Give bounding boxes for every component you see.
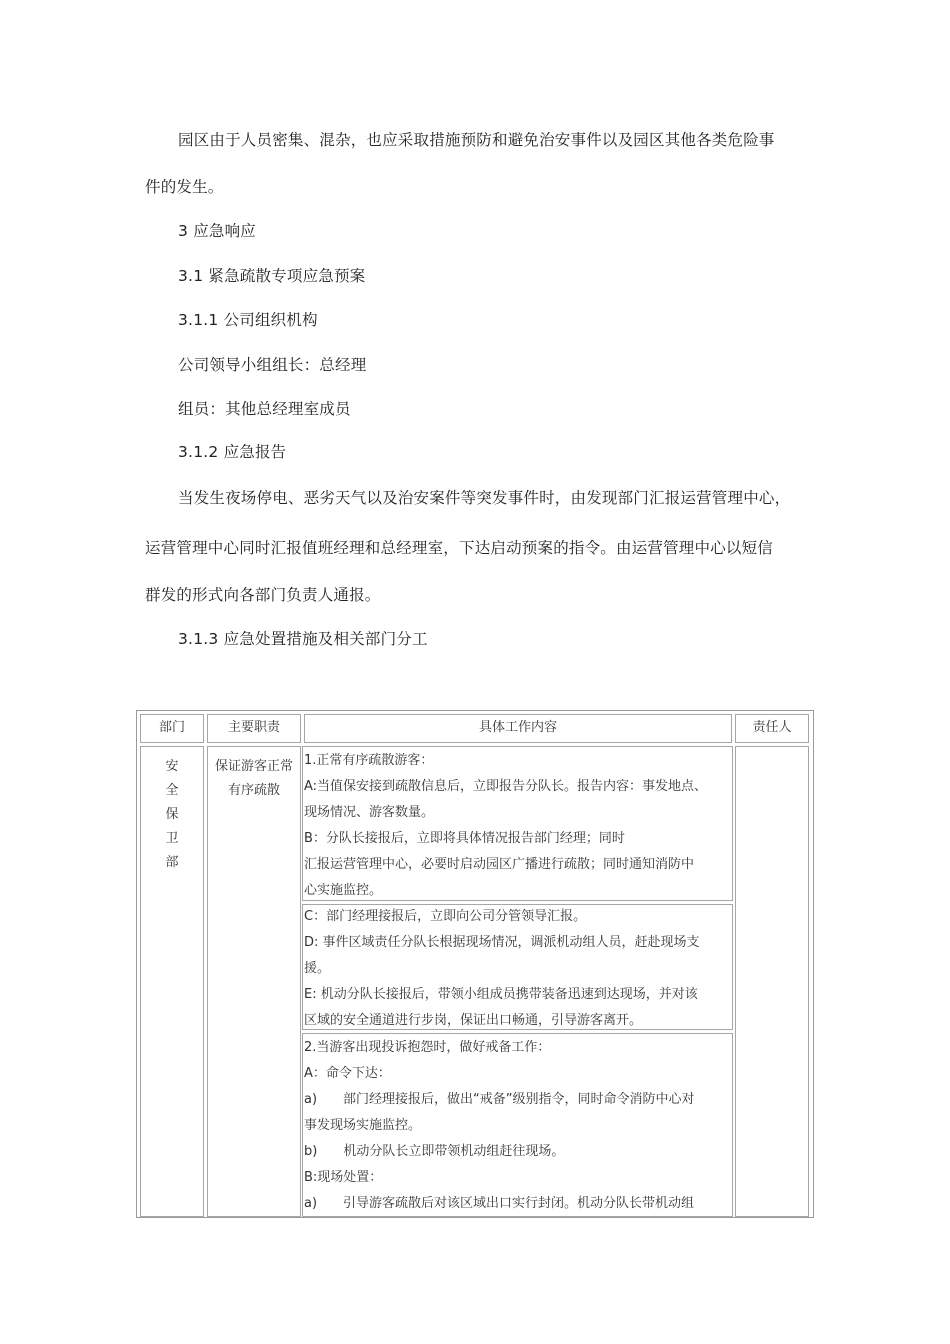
paragraph-line: 当发生夜场停电、恶劣天气以及治安案件等突发事件时，由发现部门汇报运营管理中心，: [178, 489, 791, 507]
header-content: 具体工作内容: [304, 714, 732, 743]
section-heading: 3.1.2 应急报告: [178, 443, 287, 461]
section-heading: 3.1.3 应急处置措施及相关部门分工: [178, 630, 428, 648]
header-duty: 主要职责: [207, 714, 301, 743]
section-heading: 3 应急响应: [178, 222, 256, 240]
content-line: 心实施监控。: [304, 883, 383, 898]
section-heading: 3.1.1 公司组织机构: [178, 311, 318, 329]
duty-cell: [207, 746, 301, 1217]
dept-char: 部: [165, 855, 179, 870]
duty-line: 保证游客正常: [214, 759, 293, 774]
section-heading: 3.1 紧急疏散专项应急预案: [178, 267, 366, 285]
dept-char: 安: [165, 759, 179, 774]
paragraph-line: 公司领导小组组长：总经理: [178, 356, 367, 374]
content-line: 汇报运营管理中心，必要时启动园区广播进行疏散；同时通知消防中: [304, 857, 695, 872]
content-line: A:当值保安接到疏散信息后，立即报告分队长。报告内容：事发地点、: [304, 779, 708, 794]
duty-line: 有序疏散: [227, 783, 280, 798]
paragraph-line: 园区由于人员密集、混杂，也应采取措施预防和避免治安事件以及园区其他各类危险事: [178, 131, 775, 149]
content-line: 1.正常有序疏散游客：: [304, 753, 434, 768]
paragraph-line: 运营管理中心同时汇报值班经理和总经理室，下达启动预案的指令。由运营管理中心以短信: [145, 539, 774, 557]
content-line: 2.当游客出现投诉抱怨时，做好戒备工作：: [304, 1040, 551, 1055]
content-line: B：分队长接报后，立即将具体情况报告部门经理；同时: [304, 831, 625, 846]
dept-char: 卫: [165, 831, 179, 846]
content-line: b) 机动分队长立即带领机动组赶往现场。: [304, 1144, 565, 1159]
content-line: a) 部门经理接报后，做出“戒备”级别指令，同时命令消防中心对: [304, 1092, 695, 1107]
content-line: C：部门经理接报后，立即向公司分管领导汇报。: [304, 909, 587, 924]
content-line: A：命令下达：: [304, 1066, 391, 1081]
header-responsible: 责任人: [735, 714, 809, 743]
emergency-division-table: [136, 710, 814, 1218]
content-line: 现场情况、游客数量。: [304, 805, 435, 820]
content-block: [302, 746, 733, 901]
dept-char: 保: [165, 807, 179, 822]
content-line: 区域的安全通道进行步岗，保证出口畅通，引导游客离开。: [304, 1013, 643, 1028]
content-block: [302, 1033, 733, 1217]
header-dept: 部门: [140, 714, 204, 743]
paragraph-line: 群发的形式向各部门负责人通报。: [145, 586, 381, 604]
content-line: 援。: [304, 961, 331, 976]
content-line: a) 引导游客疏散后对该区域出口实行封闭。机动分队长带机动组: [304, 1196, 695, 1211]
paragraph-line: 件的发生。: [145, 178, 224, 196]
content-line: D: 事件区域责任分队长根据现场情况，调派机动组人员，赶赴现场支: [304, 935, 700, 950]
content-line: 事发现场实施监控。: [304, 1118, 422, 1133]
paragraph-line: 组员：其他总经理室成员: [178, 400, 351, 418]
dept-cell: [140, 746, 204, 1217]
content-block: [302, 904, 733, 1030]
content-line: B:现场处置：: [304, 1170, 383, 1185]
content-line: E: 机动分队长接报后，带领小组成员携带装备迅速到达现场，并对该: [304, 987, 698, 1002]
responsible-cell: [735, 746, 809, 1217]
dept-char: 全: [165, 783, 179, 798]
